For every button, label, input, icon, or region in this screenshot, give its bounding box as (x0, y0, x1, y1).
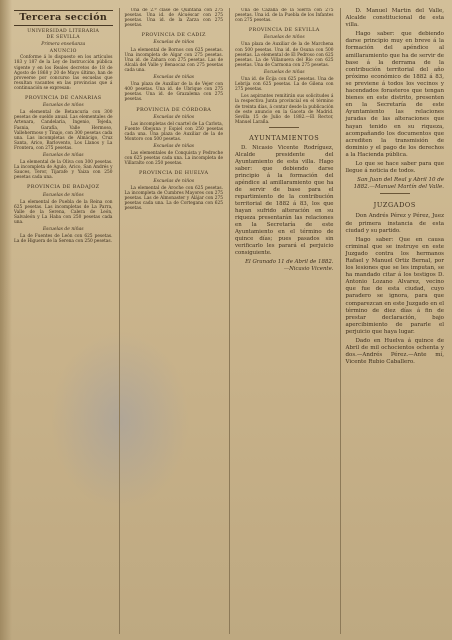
heading-badajoz: PROVINCIA DE BADAJOZ (27, 184, 100, 191)
paragraph-cadiz-ninas: Una plaza de Auxiliar de la de Vejer con 400 pesetas. Una id. de Ubrique con 275 pesetas. Una id. de Grazalema con 275 pesetas. (124, 82, 223, 103)
subheading-ninas: Escuelas de niñas (153, 144, 195, 150)
subheading-ninos: Escuelas de niños (263, 35, 305, 41)
juzgado-intro: Don Andrés Pérez y Pérez, Juez de primera instancia de esta ciudad y su partido. (345, 213, 444, 234)
alcalde-body: Hago saber: que debiendo darse principio muy en breve á la formación del apéndice al amillaramiento que ha de servir de base á la derrama de la contribución territorial del año próximo económico de 1882 á 83, se previene á todos los vecinos y hacendados forasteros que tengan bienes en este distrito, presenten en la Secretaría de este Ayuntamiento las relaciones juradas de las alteraciones que hayan tenido en su riqueza, acompañando los documentos que acrediten la transmisión de dominio y el pago de los derechos a la Hacienda pública. (345, 31, 444, 158)
paragraph-cordoba-ninos: Las incompletas del cuartel de La Carlota, Fuente Obejuna y Espiel con 250 pesetas cada una. Una plaza de Auxiliar de la de Montoro con 500 pesetas. (124, 121, 223, 142)
column-1 (14, 8, 113, 634)
heading-huelva: PROVINCIA DE HUELVA (139, 170, 209, 177)
subheading-ninos: Escuelas de niños (42, 192, 84, 198)
paragraph-cadiz-ninos: La elemental de Bornos con 625 pesetas. Una incompleta de Algar con 275 pesetas. Una id. de Zahara con 275 pesetas. Las de Alcalá del Valle y Benaocaz con 275 pesetas cada una. (124, 47, 223, 73)
alcalde-signature: San Juan del Real y Abril 10 de 1882.—Manuel Martín del Valle. (353, 177, 444, 191)
signature-ayuntamiento: El Granado 11 de Abril de 1882.—Nicasio Vicente. (245, 258, 334, 272)
announcement-intro: Conforme á lo dispuesto en los artículos 183 y 187 de la Ley de Instrucción pública vigente y en los Reales decretos de 18 de Agosto de 1868 y 20 de Mayo último, han de proveerse por concurso las escuelas que resultan vacantes en las provincias que á continuación se expresan: (14, 55, 113, 91)
column-4 (340, 8, 445, 634)
university-city: DE SEVILLA (46, 35, 81, 41)
heading-cadiz: PROVINCIA DE CADIZ (141, 32, 206, 39)
paragraph-canarias-ninos: La elemental de Betancuria con 300 pesetas de sueldo anual. Las elementales de Artenara, Candelaria, Ingenio, Tejeda, Fasnia, Garafía, Valle Hermoso, Vallehermoso y Tinajo, con 300 pesetas cada una. Las incompletas de Almácigo, Cruz Santa, Arico, Barlovento, Los Llanos y La Frontera, con 275 pesetas. (14, 110, 113, 151)
paragraph-cordoba-ninas: Las elementales de Conquista y Pedroche con 625 pesetas cada una. La incompleta de Villaralto con 250 pesetas. (124, 151, 223, 167)
column-3 (229, 8, 334, 634)
section-masthead: Tercera sección (14, 10, 113, 26)
juzgado-body: Hago saber: Que en causa criminal que se instruye en este Juzgado contra los hermanos Rafael y Manuel Ortiz Bernal, por los lesiones que se les imputan, se ha mandado citar á los testigos D. Antonio Lozano Alvarez, vecino que fue de esta ciudad, cuyo paradero se ignora, para que comparezcan en este Juzgado en el término de diez días á fin de prestar declaración, bajo apercibimiento de pararle el perjuicio que haya lugar. (345, 236, 444, 335)
heading-ayuntamientos: AYUNTAMIENTOS (249, 133, 320, 142)
subheading-ninos: Escuelas de niños (42, 103, 84, 109)
paragraph-ayuntamiento: D. Nicasio Vicente Rodríguez, Alcalde presidente del Ayuntamiento de esta villa. Hago saber: que debiendo darse principio á la formación del apéndice al amillaramiento que ha de servir de base para el repartimiento de la contribución territorial de 1882 á 83, los que hayan sufrido alteración en su riqueza presentarán las relaciones en la Secretaría de este Ayuntamiento en el término de quince días; pues pasados sin verificarlo les parará el perjuicio consiguiente. (235, 144, 334, 256)
paragraph-sevilla-ninas: Una id. de Écija con 625 pesetas. Una de Lebrija con 625 pesetas. La de Gilena con 275 pesetas. (235, 77, 334, 93)
paragraph-badajoz-ninas: La de Fuentes de León con 625 pesetas. La de Higuera de la Serena con 250 pesetas. (14, 234, 113, 245)
subheading-ninos: Escuelas de niños (153, 40, 195, 46)
subheading-ninas: Escuelas de niñas (153, 75, 195, 81)
paragraph-huelva-ninos: La elemental de Aroche con 625 pesetas. La incompleta de Cumbres Mayores con 275 pesetas. Las de Almonaster y Alájar con 275 pesetas cada una. La de Cortegana con 625 pesetas. (124, 185, 223, 211)
heading-sevilla: PROVINCIA DE SEVILLA (248, 27, 320, 34)
column-2 (119, 8, 224, 634)
heading-canarias: PROVINCIA DE CANARIAS (25, 95, 102, 102)
heading-cordoba: PROVINCIA DE CÓRDOBA (136, 106, 212, 113)
university-heading: UNIVERSIDAD LITERARIA (27, 29, 100, 34)
divider (269, 127, 299, 128)
alcalde-intro: D. Manuel Martín del Valle, Alcalde constitucional de esta villa. (345, 8, 444, 29)
paragraph-closing: Los aspirantes remitirán sus solicitudes á la respectiva Junta provincial en el término de treinta días, á contar desde la publicación de este anuncio en la Gaceta de Madrid. Sevilla 15 de Julio de 1882.—El Rector, Manuel Laraña. (235, 94, 334, 125)
divider (380, 193, 410, 194)
subheading-ninos: Escuelas de niños (153, 178, 195, 184)
heading-juzgados: JUZGADOS (373, 201, 416, 210)
paragraph-column2-top: Una de 2.ª clase de Quintana con 275 pesetas. Una id. de Alcuéscar con 275 pesetas. Una id. de la Zarza con 275 pesetas. (124, 8, 223, 29)
paragraph-column3-top: Una de Cazalla de la Sierra con 275 pesetas. Una id. de la Puebla de los Infantes con 275 pesetas. (235, 8, 334, 24)
subheading-ninas: Escuelas de niñas (42, 227, 84, 233)
primary-education-line: Primera enseñanza (41, 42, 86, 48)
announcement-title: ANUNCIO (49, 49, 77, 55)
paragraph-sevilla-ninos: Una plaza de Auxiliar de la de Marchena con 500 pesetas. Una id. de Osuna con 500 pesetas. La elemental de El Pedroso con 625 pesetas. La de Villanueva del Río con 625 pesetas. Una de Carmona con 275 pesetas. (235, 42, 334, 68)
subheading-ninas: Escuelas de niñas (42, 152, 84, 158)
subheading-ninas: Escuelas de niñas (263, 69, 305, 75)
subheading-ninos: Escuelas de niños (153, 114, 195, 120)
juzgado-signature: Dado en Huelva á quince de Abril de mil ochocientos ochenta y dos.—Andrés Pérez.—Ante mí, Vicente Rubio Caballero. (345, 338, 444, 366)
paragraph-badajoz-ninos: La elemental de Puebla de la Reina con 625 pesetas. Las incompletas de La Parra, Valle de la Serena, Calera de León, Salvaleón y La Haba con 250 pesetas cada una. (14, 199, 113, 225)
alcalde-close: Lo que se hace saber para que llegue á noticia de todos. (345, 160, 444, 175)
paragraph-canarias-ninas: La elemental de la Oliva con 300 pesetas. La incompleta de Agulo, Arico, San Andrés y Sauces, Teror, Tijarafe y Yaiza con 250 pesetas cada una. (14, 160, 113, 181)
